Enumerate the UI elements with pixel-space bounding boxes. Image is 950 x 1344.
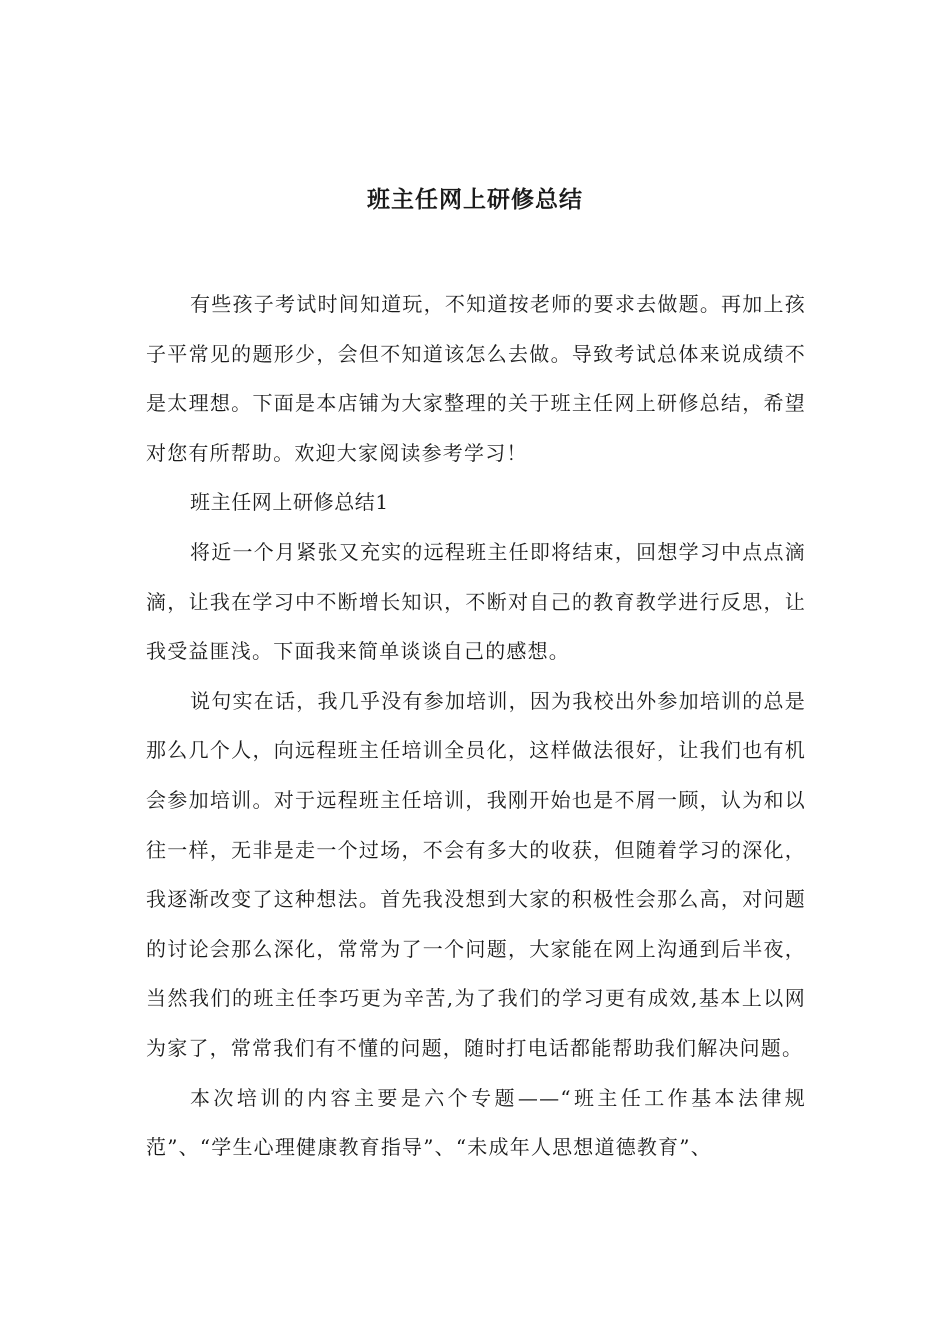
document-title: 班主任网上研修总结 — [367, 187, 583, 213]
body-paragraph: 将近一个月紧张又充实的远程班主任即将结束，回想学习中点点滴滴，让我在学习中不断增长知识，不断对自己的教育教学进行反思，让我受益匪浅。下面我来简单谈谈自己的感想。 — [146, 539, 806, 664]
intro-paragraph: 有些孩子考试时间知道玩，不知道按老师的要求去做题。再加上孩子平常见的题形少，会但不知道该怎么去做。导致考试总体来说成绩不是太理想。下面是本店铺为大家整理的关于班主任网上研修总结，希望对您有所帮助。欢迎大家阅读参考学习！ — [146, 292, 806, 465]
body-paragraph: 本次培训的内容主要是六个专题——“班主任工作基本法律规范”、“学生心理健康教育指导”、“未成年人思想道德教育”、 — [146, 1085, 806, 1160]
document-body — [146, 280, 806, 1173]
section-heading: 班主任网上研修总结1 — [190, 490, 389, 515]
body-paragraph: 说句实在话，我几乎没有参加培训，因为我校出外参加培训的总是那么几个人，向远程班主任培训全员化，这样做法很好，让我们也有机会参加培训。对于远程班主任培训，我刚开始也是不屑一顾，认为和以往一样，无非是走一个过场，不会有多大的收获，但随着学习的深化，我逐渐改变了这种想法。首先我没想到大家的积极性会那么高，对问题的讨论会那么深化，常常为了一个问题，大家能在网上沟通到后半夜，当然我们的班主任李巧更为辛苦,为了我们的学习更有成效,基本上以网为家了，常常我们有不懂的问题，随时打电话都能帮助我们解决问题。 — [146, 688, 806, 1060]
